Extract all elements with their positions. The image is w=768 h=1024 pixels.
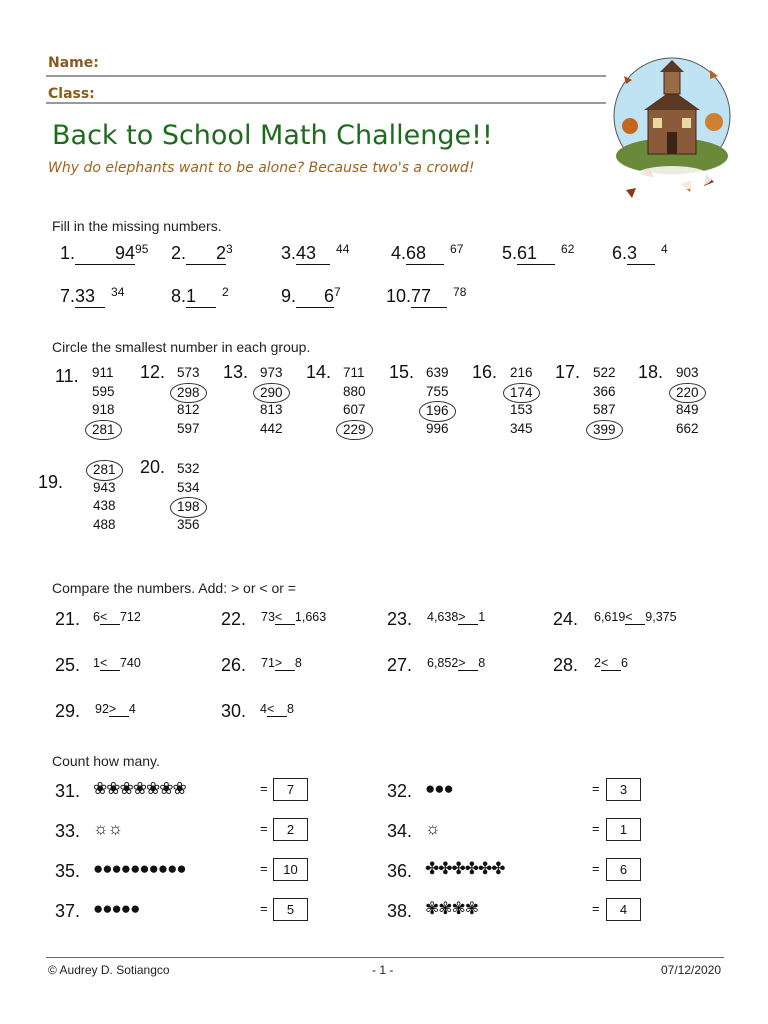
flower-icons: ❀❀❀❀❀❀❀ (93, 779, 186, 798)
group-number: 13. (223, 362, 249, 382)
answer-box[interactable]: 5 (273, 898, 308, 921)
number-group-17: 522 366 587 399 (593, 364, 623, 438)
operator-blank[interactable]: < (100, 610, 120, 625)
compare-item-25: 1< 740 (93, 656, 141, 670)
operator-blank[interactable]: < (267, 702, 287, 717)
compare-item-23: 4,638> 1 (427, 610, 486, 624)
sun-icons: ☼☼ (93, 819, 123, 838)
group-number: 11. (55, 366, 79, 386)
equals-sign: = (260, 821, 268, 836)
group-number: 18. (638, 362, 664, 382)
number-group-15: 639 755 196 996 (426, 364, 456, 438)
answer-box[interactable]: 3 (606, 778, 641, 801)
fill-item-4: 4.68 $^{67}$ (391, 242, 464, 263)
circled-number[interactable]: 290 (253, 383, 290, 404)
fill-item-8: 8.1 $^2$ (171, 285, 229, 306)
footer-page-number: - 1 - (372, 963, 394, 977)
answer-box[interactable]: 1 (606, 818, 641, 841)
count-number: 32. (387, 781, 413, 801)
fill-item-7: 7.33 $^{34}$ (60, 285, 125, 306)
count-number: 38. (387, 901, 413, 921)
compare-item-21: 6< 712 (93, 610, 141, 624)
answer-blank[interactable]: 2 (186, 243, 226, 265)
group-number: 14. (306, 362, 332, 382)
answer-blank[interactable]: 68 (406, 243, 444, 265)
compare-number: 29. (55, 701, 81, 721)
operator-blank[interactable]: < (625, 610, 645, 625)
answer-blank[interactable]: 77 (411, 286, 447, 308)
class-line[interactable] (46, 102, 606, 104)
answer-blank[interactable]: 61 (517, 243, 555, 265)
group-number: 12. (140, 362, 166, 382)
section1-instruction: Fill in the missing numbers. (52, 218, 222, 234)
equals-sign: = (260, 901, 268, 916)
compare-number: 23. (387, 609, 413, 629)
operator-blank[interactable]: > (109, 702, 129, 717)
answer-blank[interactable]: 6 (296, 286, 334, 308)
operator-blank[interactable]: < (275, 610, 295, 625)
number-group-11: 911 595 918 281 (92, 364, 122, 438)
answer-blank[interactable]: 43 (296, 243, 330, 265)
compare-item-29: 92> 4 (95, 702, 136, 716)
page-subtitle: Why do elephants want to be alone? Because two's a crowd! (48, 160, 475, 176)
count-number: 37. (55, 901, 81, 921)
answer-box[interactable]: 6 (606, 858, 641, 881)
apple-icons: ●●●●● (93, 899, 140, 918)
operator-blank[interactable]: > (458, 656, 478, 671)
count-number: 31. (55, 781, 81, 801)
circled-number[interactable]: 281 (85, 420, 122, 441)
circled-number[interactable]: 399 (586, 420, 623, 441)
section4-instruction: Count how many. (52, 753, 160, 769)
number-group-12: 573 298 812 597 (177, 364, 207, 438)
fill-item-10: 10.77 $^{78}$ (386, 285, 467, 306)
section3-instruction: Compare the numbers. Add: > or < or = (52, 580, 296, 596)
apple-icons: ●●● (425, 779, 453, 798)
answer-box[interactable]: 2 (273, 818, 308, 841)
compare-number: 24. (553, 609, 579, 629)
group-number: 15. (389, 362, 415, 382)
fill-item-1: 1. $94^{95}$ (60, 242, 149, 263)
name-line[interactable] (46, 75, 606, 77)
circled-number[interactable]: 281 (86, 460, 123, 481)
operator-blank[interactable]: < (601, 656, 621, 671)
equals-sign: = (260, 861, 268, 876)
circled-number[interactable]: 220 (669, 383, 706, 404)
operator-blank[interactable]: > (458, 610, 478, 625)
compare-item-27: 6,852> 8 (427, 656, 486, 670)
flower-icons: ✾✾✾✾ (425, 899, 478, 918)
fill-item-3: 3.43 $^{44}$ (281, 242, 350, 263)
circled-number[interactable]: 196 (419, 401, 456, 422)
apple-icons: ●●●●●●●●●● (93, 859, 186, 878)
compare-number: 25. (55, 655, 81, 675)
circled-number[interactable]: 198 (170, 497, 207, 518)
compare-number: 30. (221, 701, 247, 721)
circled-number[interactable]: 174 (503, 383, 540, 404)
operator-blank[interactable]: > (275, 656, 295, 671)
equals-sign: = (592, 861, 600, 876)
compare-number: 28. (553, 655, 579, 675)
compare-item-26: 71> 8 (261, 656, 302, 670)
number-group-20: 532 534 198 356 (177, 460, 207, 534)
compare-item-24: 6,619< 9,375 (594, 610, 677, 624)
compare-number: 27. (387, 655, 413, 675)
equals-sign: = (592, 821, 600, 836)
name-label: Name: (48, 55, 99, 71)
footer-date: 07/12/2020 (661, 963, 722, 977)
compare-number: 26. (221, 655, 247, 675)
answer-blank[interactable]: 1 (186, 286, 216, 308)
count-number: 36. (387, 861, 413, 881)
group-number: 19. (38, 472, 64, 492)
circled-number[interactable]: 298 (170, 383, 207, 404)
schoolhouse-icon (610, 56, 734, 210)
leaf-icons: ✤✤✤✤✤✤ (425, 859, 505, 878)
answer-box[interactable]: 4 (606, 898, 641, 921)
compare-number: 21. (55, 609, 81, 629)
answer-blank[interactable]: 33 (75, 286, 105, 308)
fill-item-9: 9. $6^7$ (281, 285, 341, 306)
sun-icon: ☼ (425, 819, 440, 838)
answer-blank[interactable]: 94 (75, 243, 135, 265)
count-number: 33. (55, 821, 81, 841)
compare-item-28: 2< 6 (594, 656, 628, 670)
group-number: 20. (140, 457, 166, 477)
group-number: 16. (472, 362, 498, 382)
fill-item-5: 5.61 $^{62}$ (502, 242, 575, 263)
class-label: Class: (48, 86, 95, 102)
page-title: Back to School Math Challenge!! (52, 120, 493, 151)
number-group-13: 973 290 813 442 (260, 364, 290, 438)
section2-instruction: Circle the smallest number in each group. (52, 339, 311, 355)
compare-item-22: 73< 1,663 (261, 610, 327, 624)
number-group-16: 216 174 153 345 (510, 364, 540, 438)
compare-item-30: 4< 8 (260, 702, 294, 716)
fill-item-6: 6.3 $^4$ (612, 242, 668, 263)
circled-number[interactable]: 229 (336, 420, 373, 441)
footer-divider (46, 957, 724, 958)
answer-box[interactable]: 7 (273, 778, 308, 801)
fill-item-2: 2. $2^3$ (171, 242, 233, 263)
group-number: 17. (555, 362, 581, 382)
operator-blank[interactable]: < (100, 656, 120, 671)
equals-sign: = (592, 901, 600, 916)
equals-sign: = (260, 781, 268, 796)
number-group-18: 903 220 849 662 (676, 364, 706, 438)
count-number: 34. (387, 821, 413, 841)
compare-number: 22. (221, 609, 247, 629)
count-number: 35. (55, 861, 81, 881)
answer-blank[interactable]: 3 (627, 243, 655, 265)
answer-box[interactable]: 10 (273, 858, 308, 881)
footer-author: © Audrey D. Sotiangco (48, 963, 170, 977)
number-group-14: 711 880 607 229 (343, 364, 373, 438)
equals-sign: = (592, 781, 600, 796)
number-group-19: 281 943 438 488 (93, 460, 123, 534)
